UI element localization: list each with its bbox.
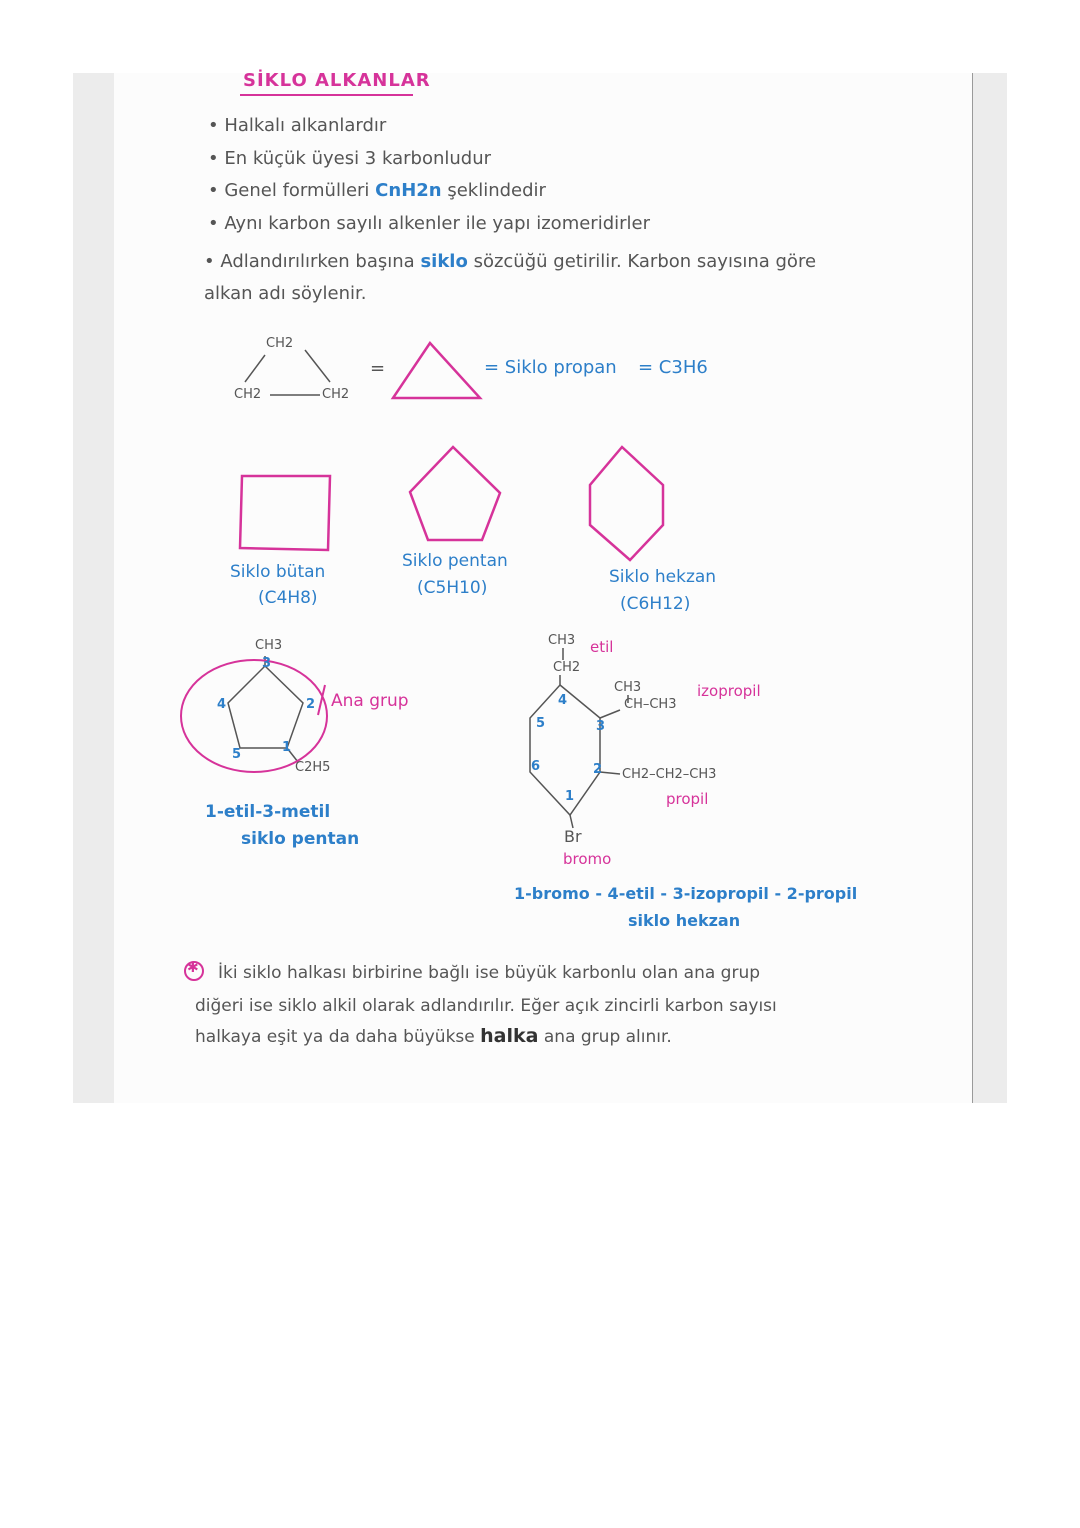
ex2-num-2: 2: [593, 762, 603, 777]
propane-ch2-left: CH2: [234, 387, 262, 402]
ex2-br: Br: [564, 827, 582, 846]
hexagon-icon: [590, 447, 663, 560]
ex2-iso-ch3: CH3: [614, 680, 642, 695]
ex2-num-4: 4: [558, 693, 568, 708]
example2-isopropyl-bond: [600, 710, 620, 718]
ex2-name-line1: 1-bromo - 4-etil - 3-izopropil - 2-propil: [514, 884, 858, 903]
general-formula: CnH2n: [375, 180, 442, 201]
ex1-num-1: 1: [282, 740, 292, 755]
ex1-num-2: 2: [306, 697, 316, 712]
ex2-num-5: 5: [536, 716, 546, 731]
siklo-hekzan-name: Siklo hekzan: [609, 567, 717, 587]
note-halka: halka: [480, 1025, 539, 1047]
ex2-bromo: bromo: [563, 850, 612, 868]
propane-equals: =: [370, 358, 386, 379]
bullet-2: • En küçük üyesi 3 karbonludur: [208, 148, 492, 169]
propane-ch2-top: CH2: [266, 336, 294, 351]
example2-propyl-bond: [600, 772, 620, 774]
ex2-propil: propil: [666, 790, 709, 808]
ex1-num-5: 5: [232, 747, 242, 762]
propane-bond-left: [245, 355, 265, 382]
siklo-propan-label: = Siklo propan: [484, 357, 617, 378]
ex2-num-6: 6: [531, 759, 541, 774]
ex1-name-line2: siklo pentan: [241, 829, 360, 849]
ex1-num-3: 3: [262, 656, 272, 671]
siklo-pentan-formula: (C5H10): [417, 578, 488, 598]
bullet-3: • Genel formülleri CnH2n şeklindedir: [208, 180, 546, 201]
ex2-num-1: 1: [565, 789, 575, 804]
ex2-iso-ch: CH–CH3: [624, 697, 677, 712]
ex1-name-line1: 1-etil-3-metil: [205, 802, 331, 822]
note-star-icon: ✱: [187, 960, 199, 976]
ex2-propil-chain: CH2–CH2–CH3: [622, 767, 717, 782]
ex2-ch3-top: CH3: [548, 633, 576, 648]
ex2-izopropil: izopropil: [697, 682, 761, 700]
note-line2: diğeri ise siklo alkil olarak adlandırılır. Eğer açık zincirli karbon sayısı: [195, 996, 777, 1016]
pentagon-icon: [410, 447, 500, 540]
triangle-icon: [393, 343, 480, 398]
page-title: SİKLO ALKANLAR: [243, 70, 431, 91]
siklo-butan-formula: (C4H8): [258, 588, 318, 608]
propane-ch2-right: CH2: [322, 387, 350, 402]
ex1-num-4: 4: [217, 697, 227, 712]
ex2-etil: etil: [590, 638, 614, 656]
siklo-butan-name: Siklo bütan: [230, 562, 326, 582]
bullet-4: • Aynı karbon sayılı alkenler ile yapı izomeridirler: [208, 213, 651, 234]
example1-ring: [228, 666, 303, 748]
square-icon: [240, 476, 330, 550]
note-line1: İki siklo halkası birbirine bağlı ise büyük karbonlu olan ana grup: [218, 963, 761, 983]
bullet-5-cont: alkan adı söylenir.: [204, 283, 367, 304]
ex2-num-3: 3: [596, 719, 606, 734]
ex1-ana-grup: Ana grup: [331, 691, 409, 711]
siklo-propan-formula: = C3H6: [638, 357, 708, 378]
propane-bond-right: [305, 350, 330, 382]
siklo-hekzan-formula: (C6H12): [620, 594, 691, 614]
siklo-word: siklo: [420, 251, 468, 272]
ex2-name-line2: siklo hekzan: [628, 911, 741, 930]
ex1-ch3: CH3: [255, 638, 283, 653]
note-line3: halkaya eşit ya da daha büyükse halka ana grup alınır.: [195, 1025, 672, 1047]
ex1-c2h5: C2H5: [295, 760, 331, 775]
ex2-ch2: CH2: [553, 660, 581, 675]
siklo-pentan-name: Siklo pentan: [402, 551, 508, 571]
bullet-1: • Halkalı alkanlardır: [208, 115, 387, 136]
bullet-5: • Adlandırılırken başına siklo sözcüğü getirilir. Karbon sayısına göre: [204, 251, 817, 272]
